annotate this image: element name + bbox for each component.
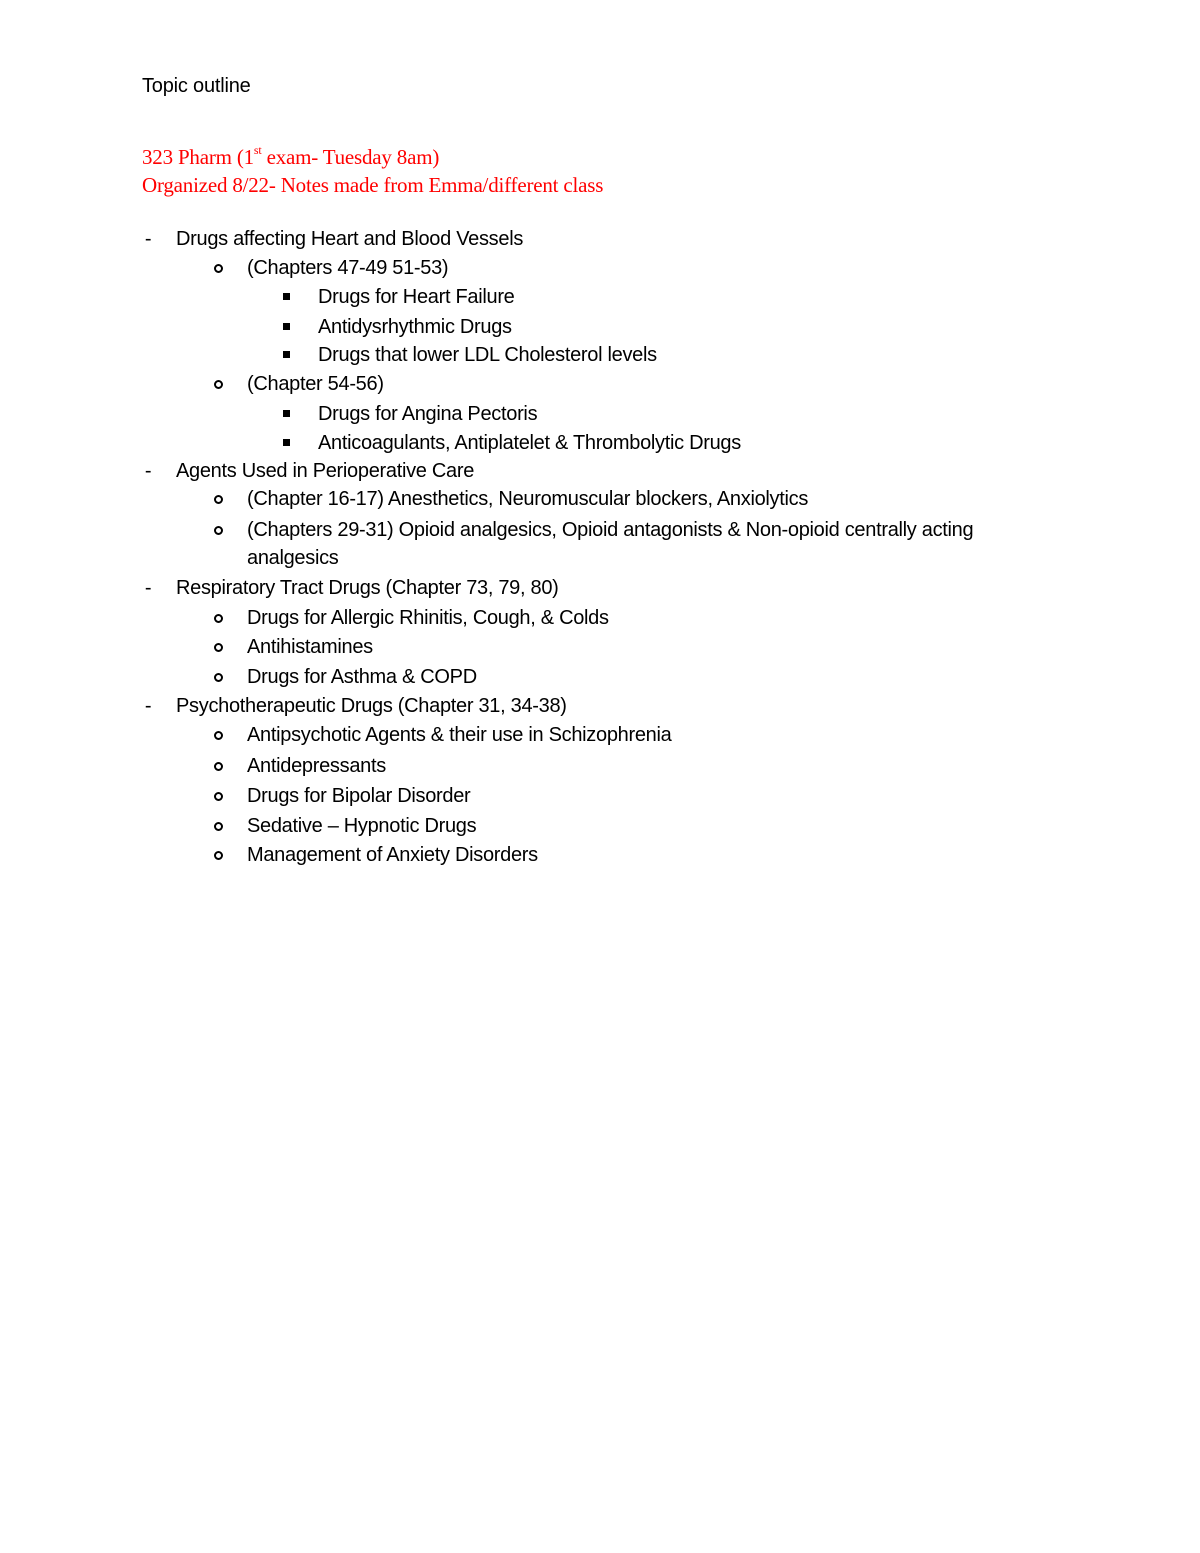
header-line-2: Organized 8/22- Notes made from Emma/different class — [142, 173, 604, 197]
header-line-1-pre: 323 Pharm (1 — [142, 145, 254, 169]
outline-subitem — [0, 635, 1200, 663]
outline-subitem — [0, 843, 1200, 871]
outline-subitem — [0, 784, 1200, 812]
outline-item — [0, 227, 1200, 255]
outline-item-label: Agents Used in Perioperative Care — [176, 460, 475, 482]
circle-bullet-icon — [214, 731, 223, 740]
header-line-1-post: exam- Tuesday 8am) — [261, 145, 440, 169]
circle-bullet-icon — [214, 526, 223, 535]
outline-subsubitem — [0, 285, 1200, 313]
outline-item — [0, 576, 1200, 604]
outline-subitem-label: (Chapter 16-17) Anesthetics, Neuromuscular blockers, Anxiolytics — [247, 488, 809, 510]
outline-subitem — [0, 256, 1200, 284]
outline-subsubitem-label: Anticoagulants, Antiplatelet & Thrombolytic Drugs — [318, 432, 741, 454]
outline-subitem — [0, 754, 1200, 782]
outline-subsubitem — [0, 402, 1200, 430]
outline-subitem — [0, 487, 1200, 515]
outline-subitem-label: Antihistamines — [247, 636, 373, 658]
circle-bullet-icon — [214, 673, 223, 682]
circle-bullet-icon — [214, 643, 223, 652]
circle-bullet-icon — [214, 264, 223, 273]
outline-item-label: Psychotherapeutic Drugs (Chapter 31, 34-38) — [176, 695, 567, 717]
outline-subitem-label: Antipsychotic Agents & their use in Schizophrenia — [247, 724, 672, 746]
header-line-1-superscript: st — [253, 143, 262, 157]
dash-bullet-icon: - — [144, 577, 152, 599]
outline-subitem-label: (Chapters 47-49 51-53) — [247, 257, 449, 279]
outline-subsubitem — [0, 315, 1200, 343]
circle-bullet-icon — [214, 851, 223, 860]
outline-subsubitem-label: Drugs that lower LDL Cholesterol levels — [318, 344, 657, 366]
outline-subitem-label: Drugs for Asthma & COPD — [247, 666, 477, 688]
outline-subitem — [0, 372, 1200, 400]
square-bullet-icon — [283, 439, 290, 446]
outline-item-label: Drugs affecting Heart and Blood Vessels — [176, 228, 524, 250]
circle-bullet-icon — [214, 495, 223, 504]
outline-item — [0, 694, 1200, 722]
outline-subitem-label: (Chapter 54-56) — [247, 373, 384, 395]
outline-subsubitem-label: Drugs for Angina Pectoris — [318, 403, 538, 425]
outline-subitem — [0, 518, 1200, 574]
circle-bullet-icon — [214, 762, 223, 771]
outline-subitem-label: Sedative – Hypnotic Drugs — [247, 815, 477, 837]
outline-subitem — [0, 814, 1200, 842]
circle-bullet-icon — [214, 792, 223, 801]
outline-subsubitem — [0, 343, 1200, 371]
circle-bullet-icon — [214, 614, 223, 623]
outline-subitem-label: Drugs for Allergic Rhinitis, Cough, & Colds — [247, 607, 609, 629]
outline-item — [0, 459, 1200, 487]
outline-item-label: Respiratory Tract Drugs (Chapter 73, 79, 80) — [176, 577, 559, 599]
outline-subitem-label-continuation: analgesics — [247, 547, 339, 569]
square-bullet-icon — [283, 351, 290, 358]
outline-subsubitem — [0, 431, 1200, 459]
outline-subitem — [0, 606, 1200, 634]
dash-bullet-icon: - — [144, 228, 152, 250]
outline-subsubitem-label: Drugs for Heart Failure — [318, 286, 515, 308]
circle-bullet-icon — [214, 822, 223, 831]
outline-subitem — [0, 665, 1200, 693]
header-line-1 — [142, 145, 439, 169]
square-bullet-icon — [283, 410, 290, 417]
outline-subitem-label: (Chapters 29-31) Opioid analgesics, Opioid antagonists & Non-opioid centrally acting — [247, 519, 974, 541]
square-bullet-icon — [283, 323, 290, 330]
outline-subitem — [0, 723, 1200, 751]
circle-bullet-icon — [214, 380, 223, 389]
dash-bullet-icon: - — [144, 695, 152, 717]
outline-subsubitem-label: Antidysrhythmic Drugs — [318, 316, 512, 338]
page-title: Topic outline — [142, 75, 251, 97]
outline-subitem-label: Drugs for Bipolar Disorder — [247, 785, 471, 807]
outline-subitem-label: Management of Anxiety Disorders — [247, 844, 538, 866]
dash-bullet-icon: - — [144, 460, 152, 482]
square-bullet-icon — [283, 293, 290, 300]
outline-subitem-label: Antidepressants — [247, 755, 386, 777]
